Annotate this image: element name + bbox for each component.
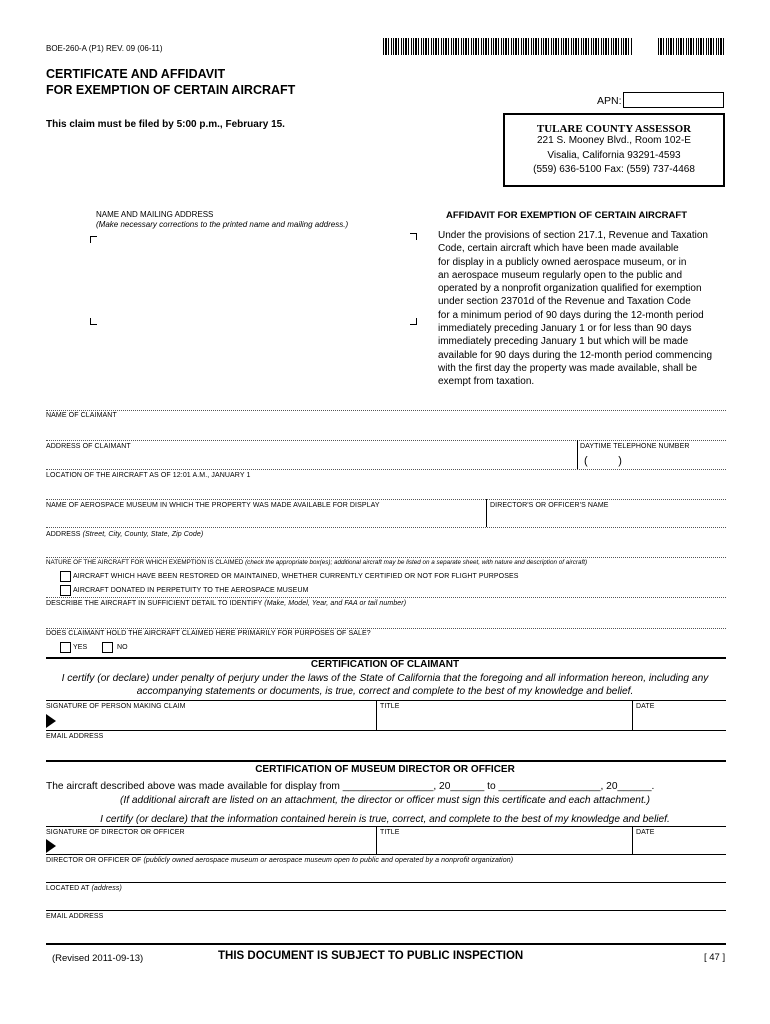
- claimant-cert-text1: I certify (or declare) under penalty of perjury under the laws of the State of California that the foregoing and all information hereon, including any: [61, 673, 709, 684]
- director-signature-label: SIGNATURE OF DIRECTOR OR OFFICER: [46, 829, 185, 836]
- assessor-name: TULARE COUNTY ASSESSOR: [536, 123, 692, 135]
- divider: [46, 854, 726, 855]
- form-id: BOE-260-A (P1) REV. 09 (06-11): [46, 44, 163, 53]
- divider: [46, 597, 726, 598]
- divider: [46, 410, 726, 411]
- corner-mark-br: [410, 318, 417, 325]
- divider: [46, 826, 726, 827]
- divider: [46, 700, 726, 701]
- attachment-note: (If additional aircraft are listed on an attachment, the director or officer must sign this certificate and each attachment.): [119, 795, 650, 806]
- divider: [376, 700, 377, 730]
- option-restored-label: AIRCRAFT WHICH HAVE BEEN RESTORED OR MAINTAINED, WHETHER CURRENTLY CERTIFIED OR NOT FOR FLIGHT PURPOSES: [73, 573, 519, 580]
- divider: [46, 760, 726, 762]
- assessor-address1: 221 S. Mooney Blvd., Room 102-E: [537, 135, 691, 146]
- option-restored-checkbox[interactable]: [60, 571, 71, 582]
- barcode-small: [658, 38, 724, 55]
- public-inspection-notice: THIS DOCUMENT IS SUBJECT TO PUBLIC INSPECTION: [218, 950, 524, 962]
- claimant-cert-text2: accompanying statements or documents, is true, correct and complete to the best of my knowledge and belief.: [136, 686, 634, 697]
- name-of-claimant-field[interactable]: [46, 420, 726, 438]
- address-label: ADDRESS (Street, City, County, State, Zip Code): [46, 531, 204, 538]
- mailing-note: (Make necessary corrections to the printed name and mailing address.): [96, 220, 349, 229]
- divider: [46, 628, 726, 629]
- claimant-title-label: TITLE: [380, 703, 400, 710]
- location-label: LOCATION OF THE AIRCRAFT AS OF 12:01 A.M., JANUARY 1: [46, 472, 251, 479]
- divider: [46, 910, 726, 911]
- divider: [46, 499, 726, 500]
- director-title-label: TITLE: [380, 829, 400, 836]
- describe-label: DESCRIBE THE AIRCRAFT IN SUFFICIENT DETAIL TO IDENTIFY (Make, Model, Year, and FAA or tail number): [46, 600, 407, 607]
- apn-label: APN:: [597, 95, 622, 107]
- claimant-date-label: DATE: [636, 703, 655, 710]
- claimant-signature-field[interactable]: [60, 712, 375, 730]
- filing-deadline: This claim must be filed by 5:00 p.m., February 15.: [46, 119, 285, 130]
- divider: [632, 700, 633, 730]
- sale-yes-checkbox[interactable]: [60, 642, 71, 653]
- divider: [46, 469, 726, 470]
- claimant-signature-label: SIGNATURE OF PERSON MAKING CLAIM: [46, 703, 186, 710]
- divider: [577, 440, 578, 469]
- nature-label: NATURE OF THE AIRCRAFT FOR WHICH EXEMPTION IS CLAIMED (check the appropriate box(es); additional aircraft may be listed on a separate sheet, with nature and description of aircraft): [46, 559, 588, 566]
- divider: [46, 943, 726, 945]
- divider: [46, 730, 726, 731]
- option-donated-checkbox[interactable]: [60, 585, 71, 596]
- director-signature-field[interactable]: [60, 838, 375, 854]
- assessor-box: [503, 113, 725, 187]
- museum-cert-title: CERTIFICATION OF MUSEUM DIRECTOR OR OFFICER: [255, 764, 515, 775]
- sale-yes-label: YES: [73, 644, 88, 651]
- affidavit-title: AFFIDAVIT FOR EXEMPTION OF CERTAIN AIRCRAFT: [446, 210, 688, 221]
- corner-mark-tr: [410, 233, 417, 240]
- revised-date: (Revised 2011-09-13): [52, 953, 144, 964]
- display-period-line[interactable]: The aircraft described above was made available for display from ________________, 20______ to __________________, 20______.: [46, 781, 655, 792]
- claimant-cert-title: CERTIFICATION OF CLAIMANT: [310, 659, 460, 670]
- describe-field[interactable]: [46, 609, 726, 627]
- affidavit-text: Under the provisions of section 217.1, Revenue and Taxation Code, certain aircraft which have been made available for display in a publicly owned aerospace museum, or in an aerospace museum regularly open to the public and operated by a nonprofit organization qualified for exemption under section 23701d of the Revenue and Taxation Code for a minimum period of 90 days during the 12-month period immediately preceding January 1 or for less than 90 days immediately preceding January 1 but which will be made available for 90 days during the 12-month period commencing with the first day the property was made available, shall be exempt from taxation.: [438, 230, 713, 388]
- option-donated-label: AIRCRAFT DONATED IN PERPETUITY TO THE AEROSPACE MUSEUM: [73, 587, 309, 594]
- museum-name-label: NAME OF AEROSPACE MUSEUM IN WHICH THE PROPERTY WAS MADE AVAILABLE FOR DISPLAY: [46, 502, 380, 509]
- corner-mark-bl: [90, 318, 97, 325]
- divider: [46, 882, 726, 883]
- address-of-claimant-label: ADDRESS OF CLAIMANT: [46, 443, 131, 450]
- daytime-phone-label: DAYTIME TELEPHONE NUMBER: [580, 443, 690, 450]
- barcode-main: [383, 38, 633, 55]
- director-of-label: DIRECTOR OR OFFICER OF (publicly owned aerospace museum or aerospace museum open to public and operated by a nonprofit organization): [46, 857, 514, 864]
- divider: [46, 527, 726, 528]
- museum-certify-text: I certify (or declare) that the information contained herein is true, correct, and complete to the best of my knowledge and belief.: [100, 814, 670, 825]
- mailing-label: NAME AND MAILING ADDRESS: [96, 210, 214, 219]
- divider: [46, 557, 726, 558]
- claimant-email-label: EMAIL ADDRESS: [46, 733, 104, 740]
- assessor-address2: Visalia, California 93291-4593: [547, 150, 681, 161]
- assessor-phone: (559) 636-5100 Fax: (559) 737-4468: [533, 164, 695, 175]
- sign-here-arrow-icon: [46, 714, 56, 728]
- corner-mark-tl: [90, 236, 97, 243]
- sign-here-arrow-icon: [46, 839, 56, 853]
- divider: [376, 826, 377, 854]
- museum-email-label: EMAIL ADDRESS: [46, 913, 104, 920]
- located-at-label: LOCATED AT (address): [46, 885, 122, 892]
- form-title-line2: FOR EXEMPTION OF CERTAIN AIRCRAFT: [46, 83, 296, 97]
- sale-no-label: NO: [117, 644, 128, 651]
- phone-field[interactable]: ( ): [584, 455, 622, 467]
- sale-no-checkbox[interactable]: [102, 642, 113, 653]
- name-of-claimant-label: NAME OF CLAIMANT: [46, 412, 117, 419]
- director-date-label: DATE: [636, 829, 655, 836]
- form-title-line1: CERTIFICATE AND AFFIDAVIT: [46, 67, 226, 81]
- divider: [632, 826, 633, 854]
- page-number: [ 47 ]: [704, 952, 726, 963]
- sale-question: DOES CLAIMANT HOLD THE AIRCRAFT CLAIMED HERE PRIMARILY FOR PURPOSES OF SALE?: [46, 630, 371, 637]
- apn-field[interactable]: [623, 92, 724, 108]
- divider: [46, 440, 726, 441]
- director-name-label: DIRECTOR'S OR OFFICER'S NAME: [490, 502, 609, 509]
- divider: [486, 499, 487, 527]
